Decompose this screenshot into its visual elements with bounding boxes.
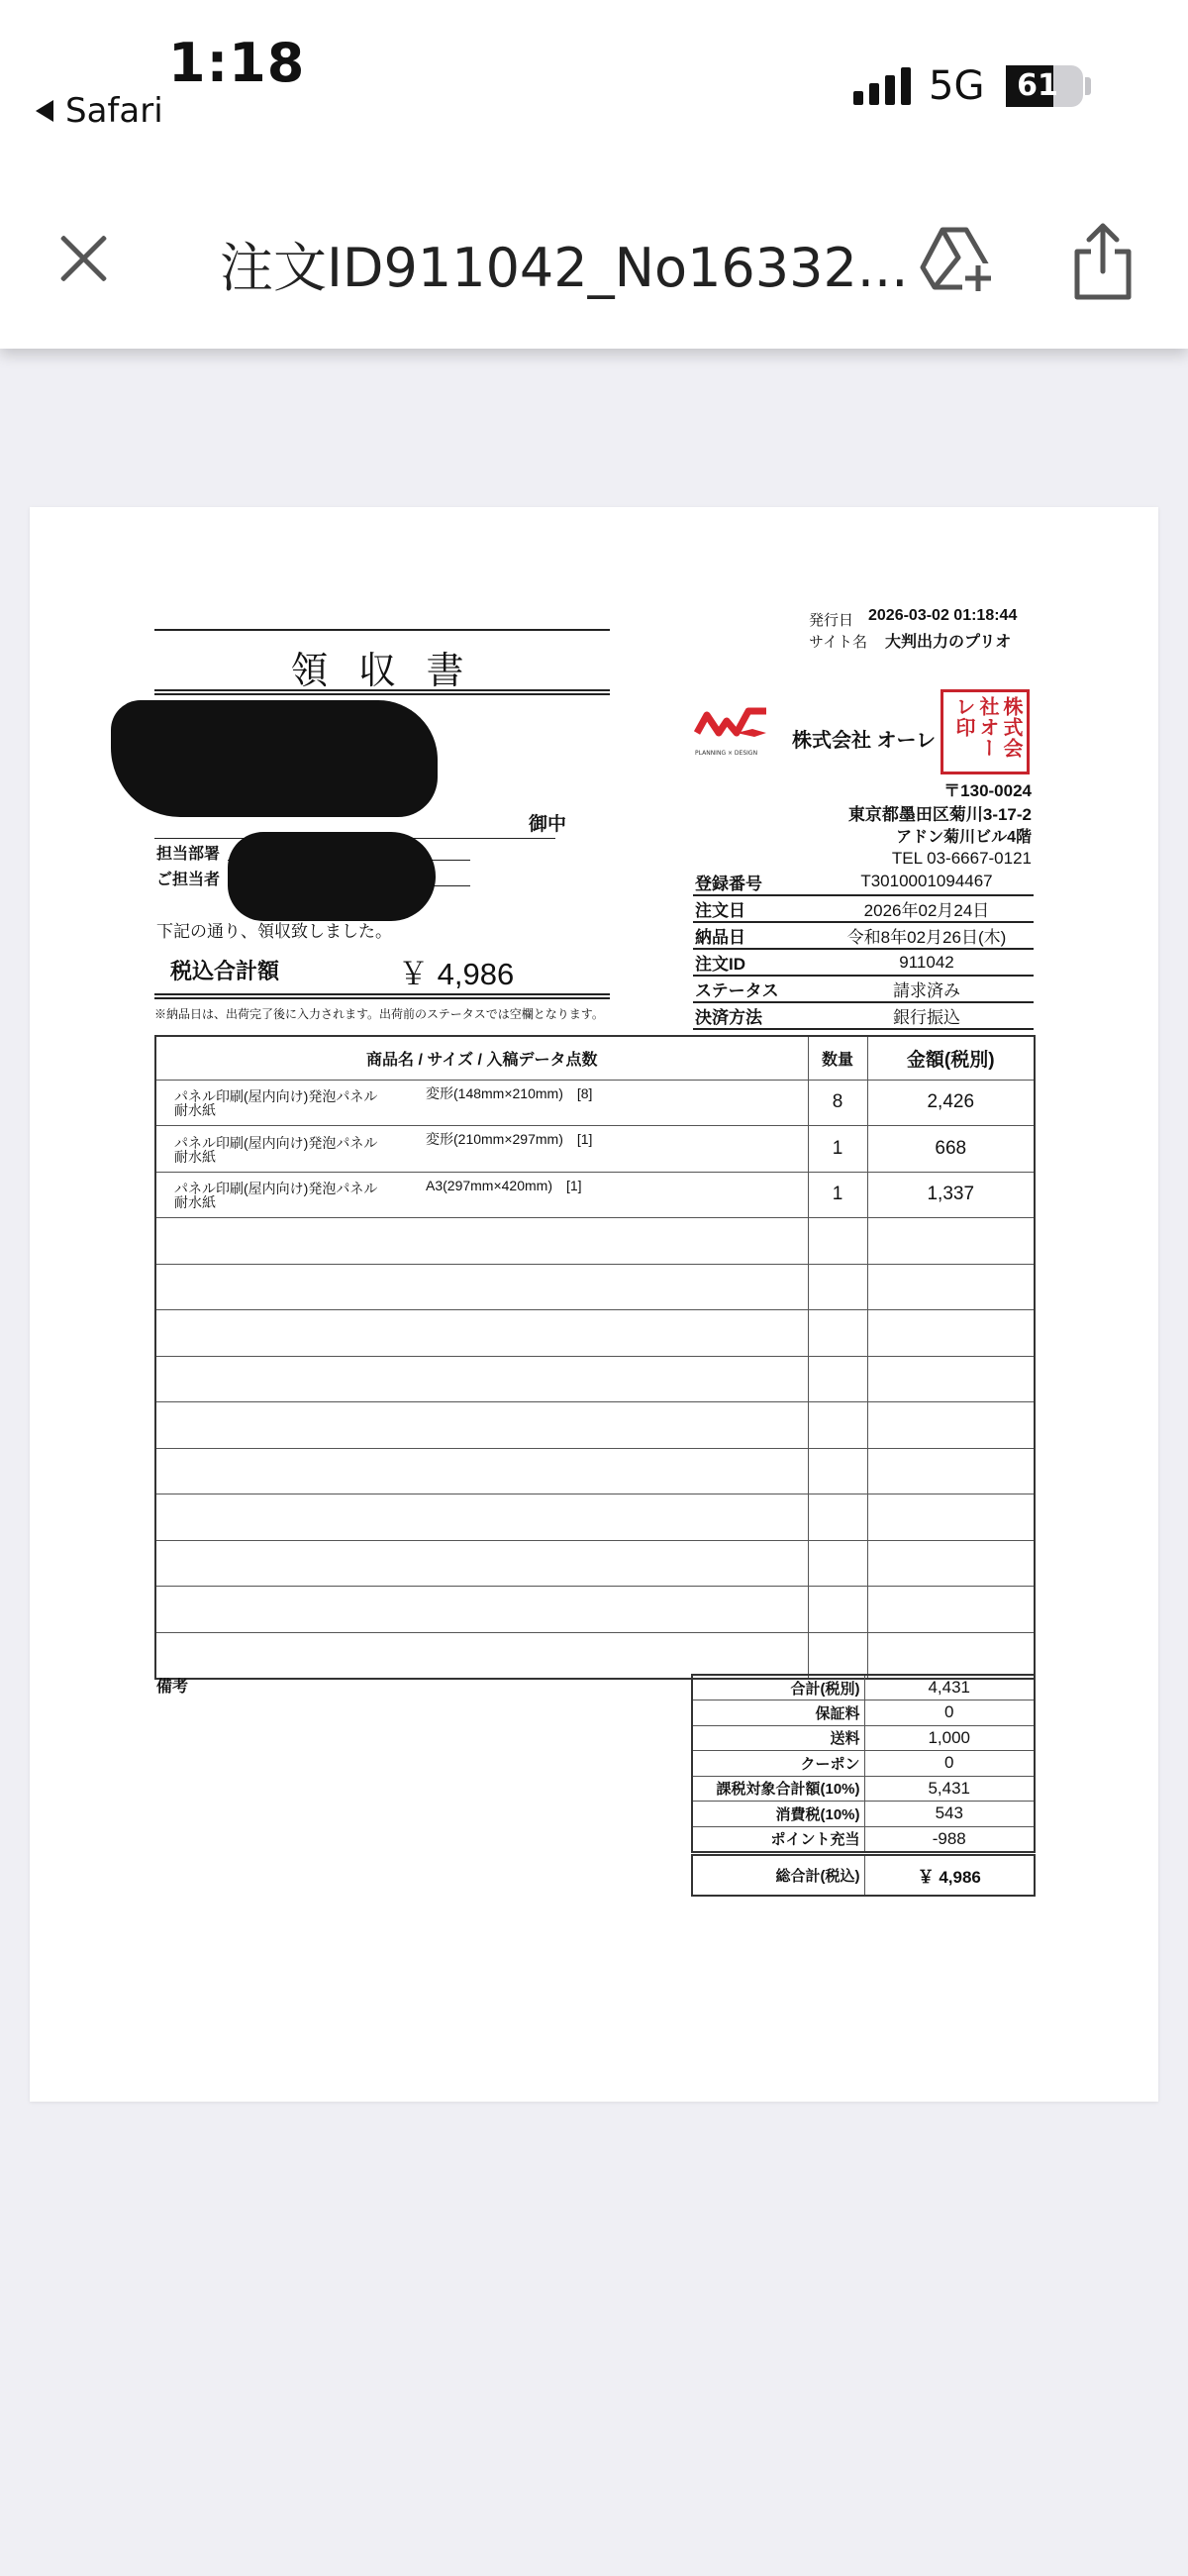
info-label: 決済方法 [693,1002,820,1029]
issue-date-value: 2026-03-02 01:18:44 [868,607,1018,624]
header-product: 商品名 / サイズ / 入稿データ点数 [155,1036,808,1080]
summary-row [692,1700,1035,1726]
document-title: 注文ID911042_No16332... [220,237,909,299]
info-label: 納品日 [693,922,820,949]
battery-level: 61 [1017,68,1058,103]
info-label: ステータス [693,976,820,1002]
product-spec: 変形(210mm×297mm) [1] [426,1131,593,1147]
empty-cell [808,1310,867,1357]
summary-row [692,1675,1035,1700]
summary-label: 保証料 [692,1700,864,1726]
empty-table-row [155,1356,1035,1402]
info-value: 911042 [820,949,1034,976]
summary-row [692,1751,1035,1777]
info-value: 請求済み [820,976,1034,1002]
summary-value: 543 [864,1802,1035,1827]
add-to-drive-icon[interactable] [919,224,994,293]
empty-table-row [155,1402,1035,1449]
product-material: 耐水紙 [174,1148,216,1165]
receipt-title: 領 収 書 [290,651,474,692]
top-bar [0,0,1188,349]
product-spec: 変形(148mm×210mm) [8] [426,1084,593,1101]
qty-cell: 8 [808,1080,867,1126]
share-icon[interactable] [1069,222,1137,301]
receipt-page [30,507,1158,2102]
empty-cell [867,1402,1035,1449]
product-spec: A3(297mm×420mm) [1] [426,1177,582,1193]
info-value: T3010001094467 [820,869,1034,895]
total-label: 税込合計額 [170,959,280,983]
info-value: 令和8年02月26日(木) [820,922,1034,949]
total-rule [154,993,610,999]
battery-icon [1006,65,1083,107]
empty-cell [867,1448,1035,1494]
table-row [155,1172,1035,1218]
empty-cell [155,1310,808,1357]
delivery-note: ※納品日は、出荷完了後に入力されます。出荷前のステータスでは空欄となります。 [154,1007,604,1021]
empty-cell [867,1494,1035,1541]
summary-row [692,1802,1035,1827]
summary-row [692,1776,1035,1802]
summary-label: 課税対象合計額(10%) [692,1776,864,1802]
info-row [693,1002,1034,1029]
empty-cell [867,1310,1035,1357]
empty-cell [867,1264,1035,1310]
summary-label: 送料 [692,1725,864,1751]
empty-cell [155,1218,808,1265]
empty-cell [867,1587,1035,1633]
table-row [155,1126,1035,1173]
empty-cell [867,1632,1035,1679]
empty-cell [808,1494,867,1541]
empty-cell [155,1402,808,1449]
grand-total-label: 総合計(税込) [692,1855,864,1896]
empty-cell [155,1448,808,1494]
info-value: 銀行振込 [820,1002,1034,1029]
qty-cell: 1 [808,1126,867,1173]
grand-total-row [692,1855,1035,1896]
items-table [154,1035,1036,1680]
empty-table-row [155,1540,1035,1587]
company-name: 株式会社 オーレ [792,730,937,752]
summary-value: 4,431 [864,1675,1035,1700]
info-label: 登録番号 [693,869,820,895]
empty-table-row [155,1310,1035,1357]
summary-row [692,1826,1035,1852]
header-qty: 数量 [808,1036,867,1080]
summary-value: 0 [864,1700,1035,1726]
info-row [693,922,1034,949]
info-row [693,869,1034,895]
info-row [693,976,1034,1002]
summary-row [692,1725,1035,1751]
grand-total-value: ￥ 4,986 [864,1855,1035,1896]
company-zip: 〒130-0024 [943,781,1032,800]
summary-label: 消費税(10%) [692,1802,864,1827]
product-material: 耐水紙 [174,1194,216,1211]
amount-cell: 668 [867,1126,1035,1173]
empty-cell [155,1356,808,1402]
company-address-2: アドン菊川ビル4階 [896,829,1032,846]
empty-cell [808,1264,867,1310]
info-row [693,949,1034,976]
empty-cell [155,1587,808,1633]
received-text: 下記の通り、領収致しました。 [156,922,392,941]
back-to-safari-button[interactable] [36,91,163,131]
product-material: 耐水紙 [174,1102,216,1119]
info-row [693,895,1034,922]
redacted-recipient [111,700,438,817]
empty-cell [808,1448,867,1494]
info-label: 注文日 [693,895,820,922]
back-app-label: Safari [65,91,163,131]
qty-cell: 1 [808,1172,867,1218]
empty-cell [867,1540,1035,1587]
empty-cell [808,1356,867,1402]
empty-cell [155,1264,808,1310]
product-cell [155,1126,808,1173]
empty-table-row [155,1587,1035,1633]
header-amount: 金額(税別) [867,1036,1035,1080]
empty-cell [867,1356,1035,1402]
summary-value: 0 [864,1751,1035,1777]
empty-cell [155,1632,808,1679]
department-label: 担当部署 [156,846,221,863]
summary-value: -988 [864,1826,1035,1852]
person-label: ご担当者 [156,872,221,888]
company-tel: TEL 03-6667-0121 [891,849,1032,868]
logo-tagline: PLANNING × DESIGN [695,750,758,757]
grand-total-table [691,1854,1036,1897]
summary-table [691,1674,1036,1853]
empty-cell [867,1218,1035,1265]
close-icon[interactable] [51,226,117,291]
empty-table-row [155,1264,1035,1310]
empty-cell [808,1587,867,1633]
product-name: パネル印刷(屋内向け)発泡パネル [174,1088,378,1105]
company-logo [693,703,770,759]
back-arrow-icon [36,100,53,122]
battery-tip [1085,77,1091,95]
empty-cell [808,1402,867,1449]
table-row [155,1080,1035,1126]
honorific: 御中 [529,814,567,835]
items-header-row [155,1036,1035,1080]
summary-label: クーポン [692,1751,864,1777]
info-label: 注文ID [693,949,820,976]
company-seal-stamp: 株式会社オーレ印 [940,689,1030,774]
empty-cell [155,1540,808,1587]
summary-label: 合計(税別) [692,1675,864,1700]
summary-label: ポイント充当 [692,1826,864,1852]
empty-table-row [155,1448,1035,1494]
empty-cell [808,1632,867,1679]
summary-value: 1,000 [864,1725,1035,1751]
remarks-label: 備考 [156,1679,189,1696]
order-info-table [693,869,1034,1030]
company-address-1: 東京都墨田区菊川3-17-2 [847,805,1032,824]
empty-table-row [155,1632,1035,1679]
product-cell [155,1172,808,1218]
empty-table-row [155,1494,1035,1541]
signal-icon [853,65,911,105]
empty-table-row [155,1218,1035,1265]
empty-cell [155,1494,808,1541]
amount-cell: 1,337 [867,1172,1035,1218]
site-name-label: サイト名 [809,634,867,651]
empty-cell [808,1218,867,1265]
amount-cell: 2,426 [867,1080,1035,1126]
issue-date-label: 発行日 [809,612,854,629]
empty-cell [808,1540,867,1587]
title-rule-bottom [154,689,610,695]
product-cell [155,1080,808,1126]
title-rule-top [154,629,610,631]
status-time: 1:18 [168,32,306,94]
redacted-person [228,832,436,921]
network-label: 5G [929,63,985,109]
site-name-value: 大判出力のプリオ [885,634,1012,651]
summary-value: 5,431 [864,1776,1035,1802]
total-value: ￥ 4,986 [398,957,515,991]
product-name: パネル印刷(屋内向け)発泡パネル [174,1134,378,1151]
product-name: パネル印刷(屋内向け)発泡パネル [174,1181,378,1197]
info-value: 2026年02月24日 [820,895,1034,922]
